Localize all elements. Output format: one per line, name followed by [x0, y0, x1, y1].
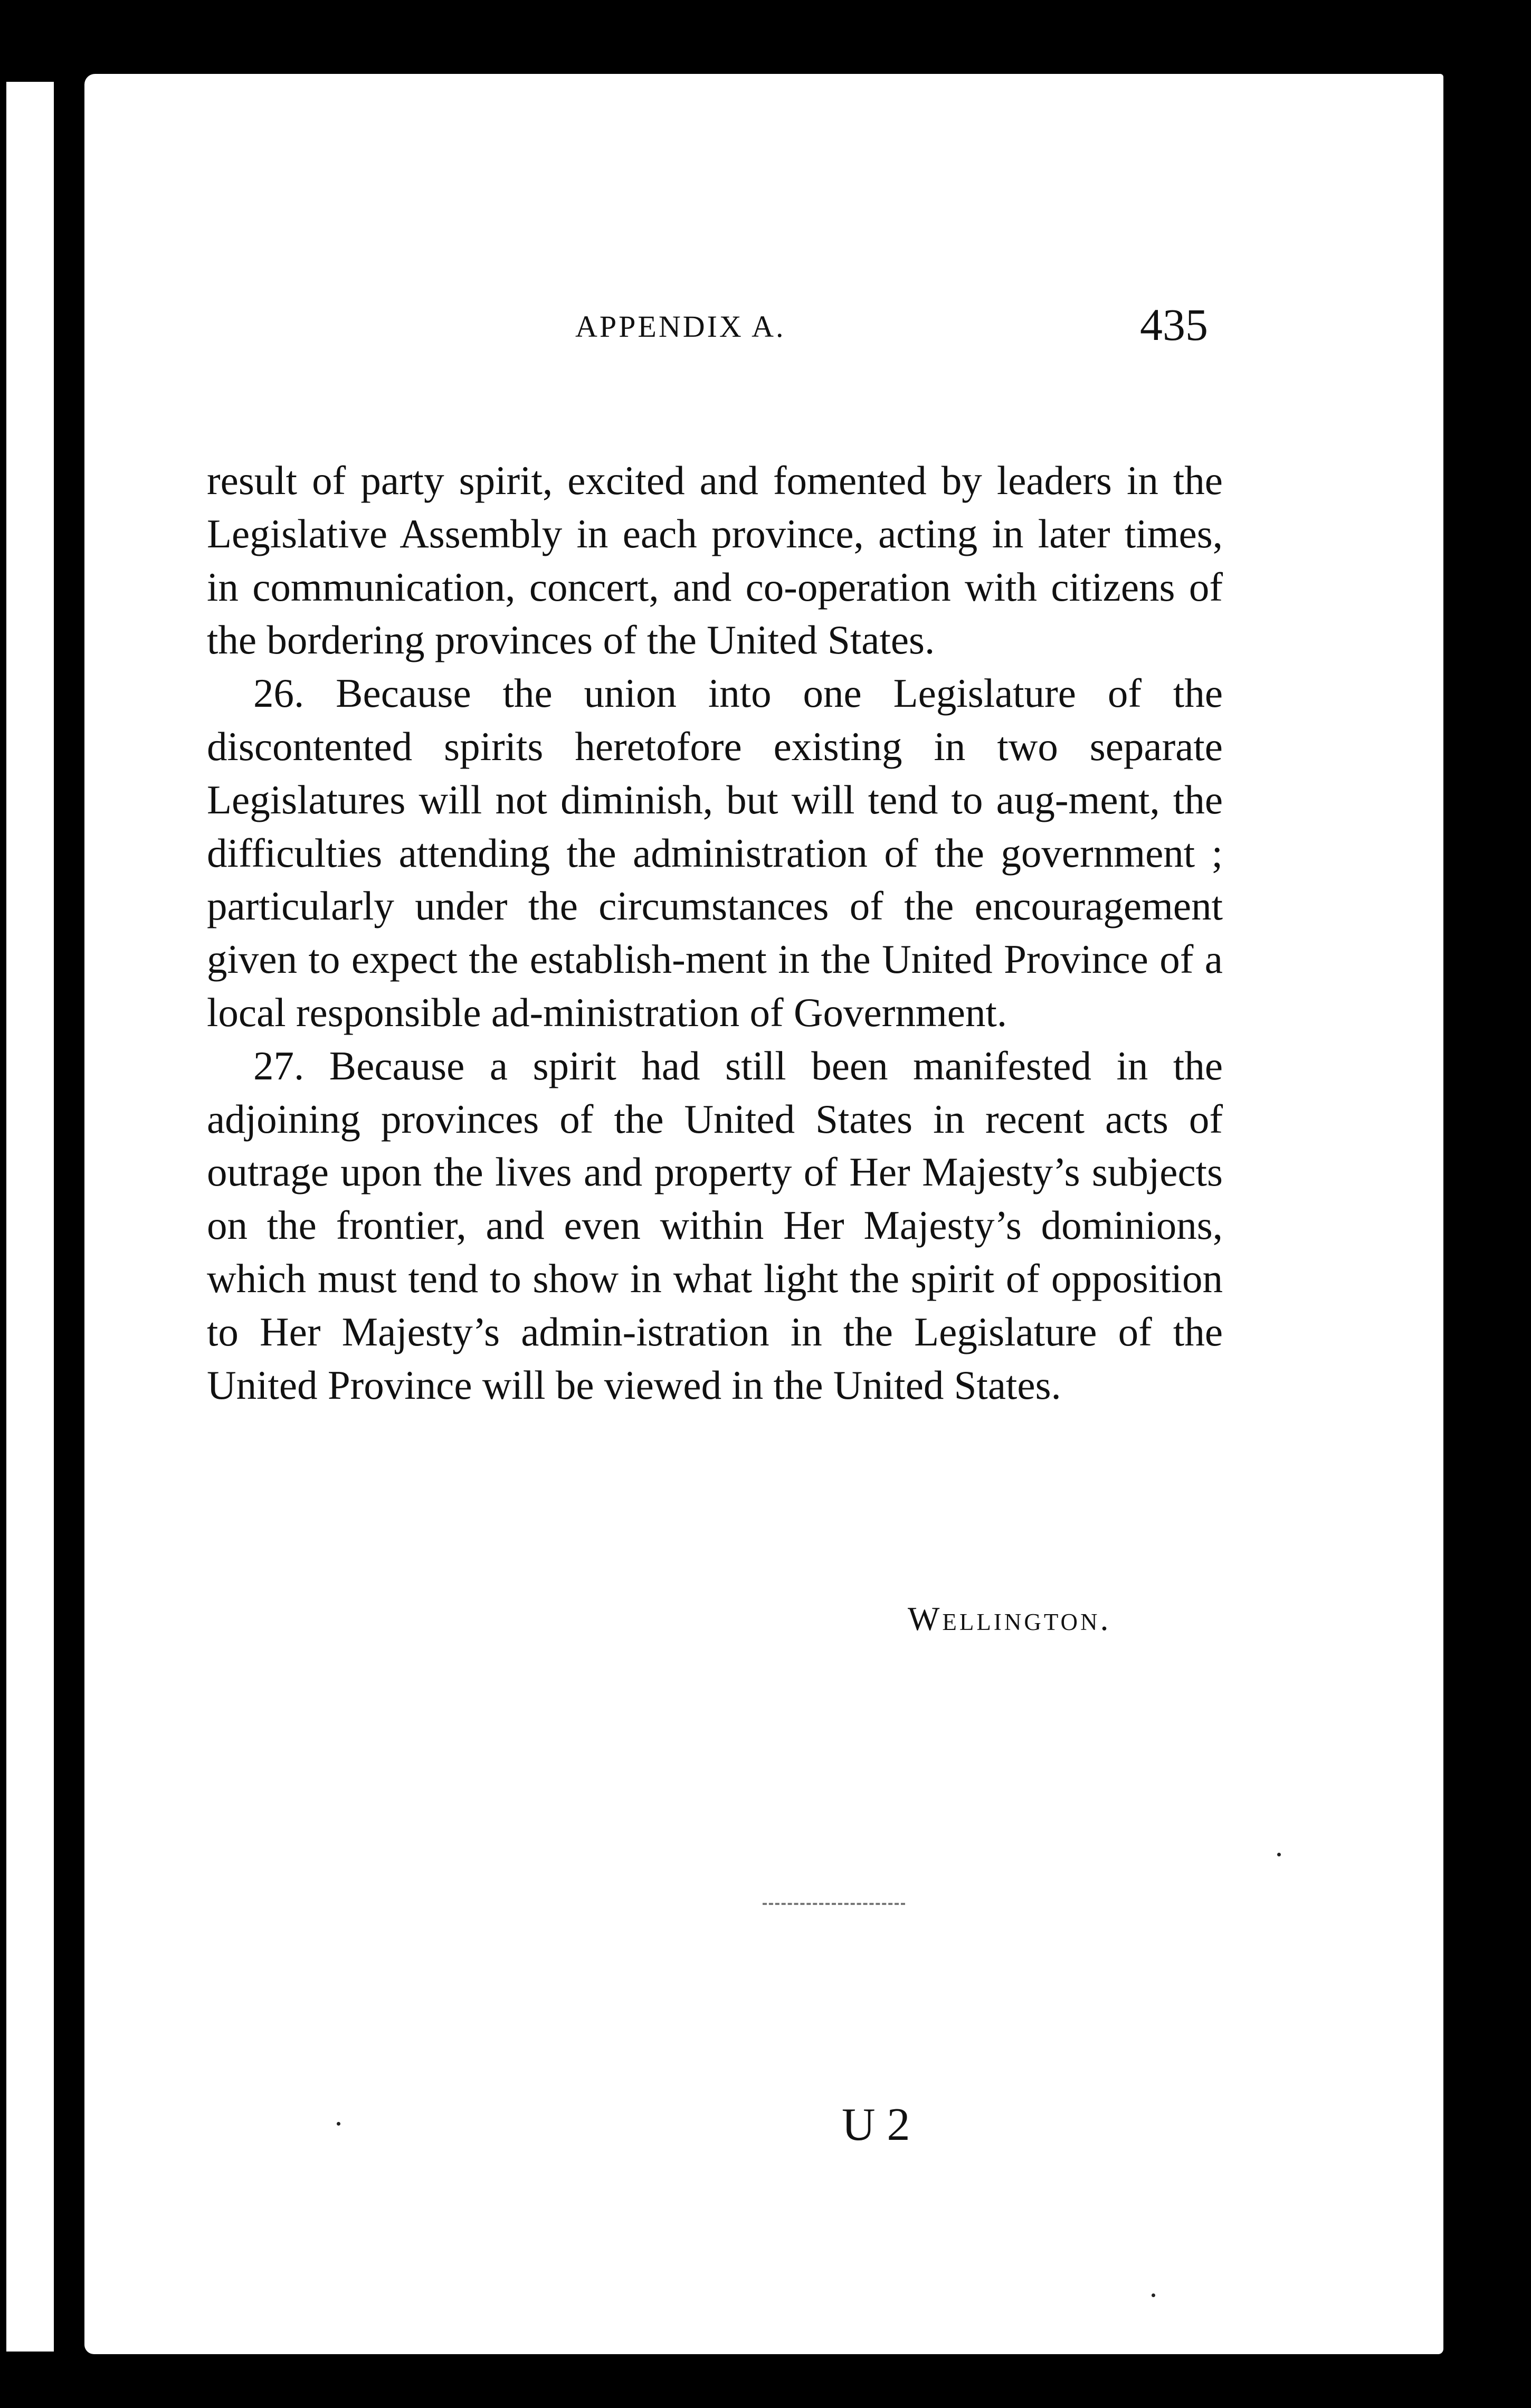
signature: Wellington.: [908, 1600, 1111, 1637]
running-title: APPENDIX A.: [575, 309, 786, 344]
page-edge-strip: [6, 82, 91, 2352]
section-rule: [763, 1903, 905, 1905]
speck: [1152, 2293, 1155, 2297]
running-head: [84, 298, 1443, 356]
paragraph-continuation: result of party spirit, excited and fomented by leaders in the Legislative Assembly in each province, acting in later times, in communication, concert, and co-operation with citizens of the bordering provinces of the United States.: [207, 458, 1223, 663]
signature-mark: U 2: [842, 2099, 910, 2150]
paragraph-26: 26. Because the union into one Legislature of the discontented spirits heretofore existing in two separate Legislatures will not diminish, but will tend to aug-ment, the difficulties attending the administration of the government ; particularly under the circumstances of the encouragement given to expect the establish-ment in the United Province of a local responsible ad-ministration of Government.: [207, 670, 1223, 1035]
speck: [1277, 1853, 1281, 1856]
speck: [337, 2122, 340, 2126]
body-text: [207, 454, 1223, 1411]
page-number: 435: [1140, 299, 1208, 350]
paragraph-27: 27. Because a spirit had still been manifested in the adjoining provinces of the United States in recent acts of outrage upon the lives and property of Her Majesty’s subjects on the frontier, and even within Her Majesty’s dominions, which must tend to show in what light the spirit of opposition to Her Majesty’s admin-istration in the Legislature of the United Province will be viewed in the United States.: [207, 1042, 1223, 1408]
book-page: [84, 74, 1443, 2354]
